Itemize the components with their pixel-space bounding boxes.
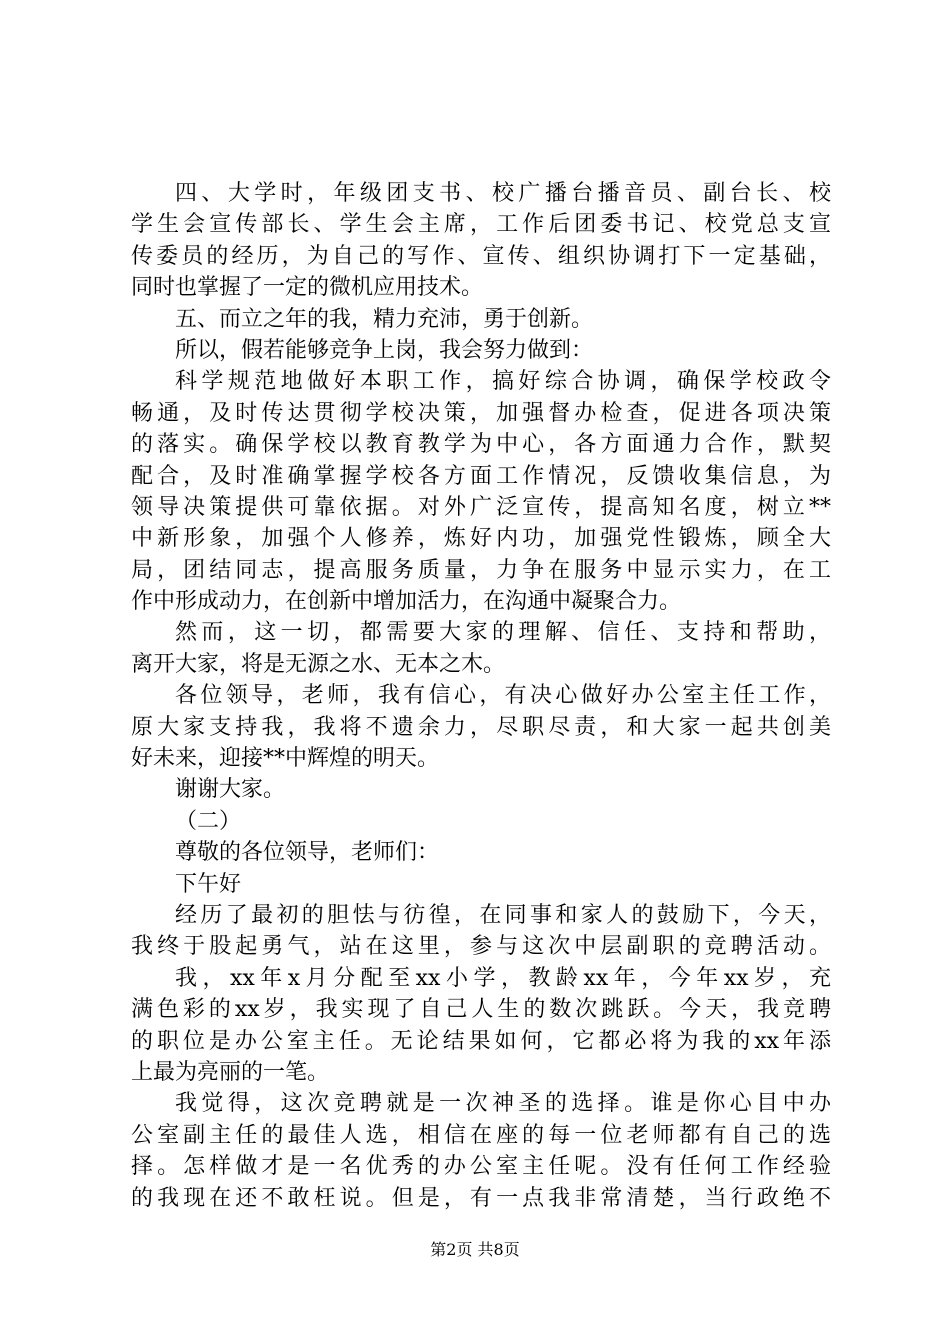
text-line: 领导决策提供可靠依据。对外广泛宣传，提高知名度，树立** bbox=[131, 494, 831, 520]
text-line: 谢谢大家。 bbox=[175, 777, 286, 803]
text-line: 局，团结同志，提高服务质量，力争在服务中显示实力，在工 bbox=[131, 557, 831, 583]
text-line: 然而，这一切，都需要大家的理解、信任、支持和帮助， bbox=[175, 620, 831, 646]
text-line: 原大家支持我，我将不遗余力，尽职尽责，和大家一起共创美 bbox=[131, 714, 831, 740]
text-line: 中新形象，加强个人修养，炼好内功，加强党性锻炼，顾全大 bbox=[131, 526, 831, 552]
text-line: 的落实。确保学校以教育教学为中心，各方面通力合作，默契 bbox=[131, 432, 831, 458]
text-line: （二） bbox=[175, 808, 242, 834]
text-line: 尊敬的各位领导，老师们： bbox=[175, 840, 440, 866]
text-line: 所以，假若能够竞争上岗，我会努力做到： bbox=[175, 337, 594, 363]
text-line: 满色彩的xx岁，我实现了自己人生的数次跳跃。今天，我竞聘 bbox=[131, 997, 831, 1023]
text-line: 五、而立之年的我，精力充沛，勇于创新。 bbox=[175, 306, 594, 332]
text-line: 择。怎样做才是一名优秀的办公室主任呢。没有任何工作经验 bbox=[131, 1154, 831, 1180]
text-line: 传委员的经历，为自己的写作、宣传、组织协调打下一定基础， bbox=[131, 243, 831, 269]
text-line: 我觉得，这次竞聘就是一次神圣的选择。谁是你心目中办 bbox=[175, 1091, 831, 1117]
text-line: 上最为亮丽的一笔。 bbox=[131, 1059, 330, 1085]
text-line: 下午好 bbox=[175, 871, 242, 897]
text-line: 我，xx年x月分配至xx小学，教龄xx年，今年xx岁，充 bbox=[175, 965, 831, 991]
text-line: 同时也掌握了一定的微机应用技术。 bbox=[131, 275, 484, 301]
text-line: 作中形成动力，在创新中增加活力，在沟通中凝聚合力。 bbox=[131, 589, 682, 615]
text-line: 各位领导，老师，我有信心，有决心做好办公室主任工作， bbox=[175, 683, 831, 709]
text-line: 好未来，迎接**中辉煌的明天。 bbox=[131, 746, 440, 772]
text-line: 经历了最初的胆怯与彷徨，在同事和家人的鼓励下，今天， bbox=[175, 902, 831, 928]
text-line: 的我现在还不敢枉说。但是，有一点我非常清楚，当行政绝不 bbox=[131, 1185, 831, 1211]
text-line: 配合，及时准确掌握学校各方面工作情况，反馈收集信息，为 bbox=[131, 463, 831, 489]
page-footer: 第2页 共8页 bbox=[430, 1240, 520, 1259]
document-body bbox=[131, 178, 831, 1214]
text-line: 离开大家，将是无源之水、无本之木。 bbox=[131, 651, 506, 677]
text-line: 公室副主任的最佳人选，相信在座的每一位老师都有自己的选 bbox=[131, 1122, 831, 1148]
text-line: 的职位是办公室主任。无论结果如何，它都必将为我的xx年添 bbox=[131, 1028, 831, 1054]
text-line: 畅通，及时传达贯彻学校决策，加强督办检查，促进各项决策 bbox=[131, 400, 831, 426]
text-line: 四、大学时，年级团支书、校广播台播音员、副台长、校 bbox=[175, 181, 831, 206]
text-line: 我终于股起勇气，站在这里，参与这次中层副职的竞聘活动。 bbox=[131, 934, 831, 960]
text-line: 科学规范地做好本职工作，搞好综合协调，确保学校政令 bbox=[175, 369, 831, 395]
text-line: 学生会宣传部长、学生会主席，工作后团委书记、校党总支宣 bbox=[131, 212, 831, 238]
